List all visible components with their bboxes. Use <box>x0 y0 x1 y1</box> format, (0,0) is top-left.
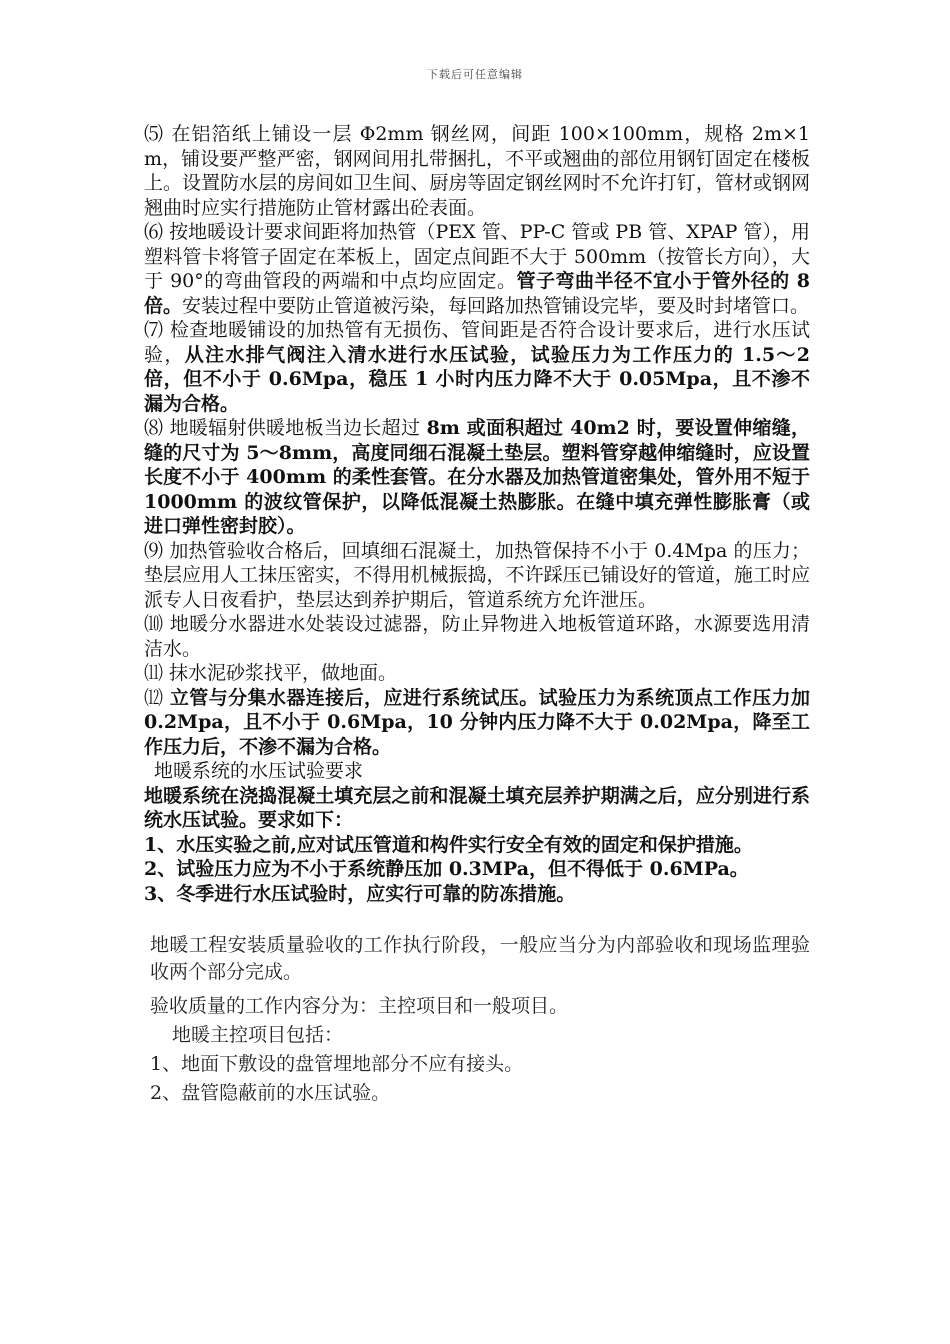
item-8-text: ⑻ 地暖辐射供暖地板当边长超过 <box>144 417 427 439</box>
acceptance-paragraph-2: 验收质量的工作内容分为：主控项目和一般项目。 <box>150 995 569 1017</box>
page-header: 下载后可任意编辑 <box>427 68 523 81</box>
section-spacer <box>144 906 810 932</box>
item-6 <box>144 220 810 318</box>
item-6-bold: 管子弯曲半径不宜小于管外径的 8 倍。 <box>144 270 810 317</box>
item-7-bold: 从注水排气阀注入清水进行水压试验，试验压力为工作压力的 1.5～2 倍，但不小于 0.6Mpa，稳压 1 小时内压力降不大于 0.05Mpa，且不渗不漏为合格。 <box>144 343 810 415</box>
acceptance-section <box>144 932 810 1108</box>
item-5: ⑸ 在铝箔纸上铺设一层 Φ2mm 钢丝网，间距 100×100mm，规格 2m×1m，铺设要严整严密，钢网间用扎带捆扎，不平或翘曲的部位用钢钉固定在楼板上。设置防水层的房间如卫生间、厨房等固定钢丝网时不允许打钉，管材或钢网翘曲时应实行措施防止管材露出砼表面。 <box>144 123 810 219</box>
item-11: ⑾ 抹水泥砂浆找平，做地面。 <box>144 662 398 684</box>
acceptance-paragraph-3: 地暖主控项目包括： <box>172 1024 344 1046</box>
pressure-test-req-2: 2、试验压力应为不小于系统静压加 0.3MPa，但不得低于 0.6MPa。 <box>144 858 749 880</box>
pressure-test-req-3: 3、冬季进行水压试验时，应实行可靠的防冻措施。 <box>144 882 576 905</box>
item-6-text-end: 安装过程中要防止管道被污染，每回路加热管铺设完毕，要及时封堵管口。 <box>182 294 810 317</box>
pressure-test-intro: 地暖系统在浇捣混凝土填充层之前和混凝土填充层养护期满之后，应分别进行系统水压试验。要求如下： <box>144 784 810 831</box>
item-12-marker: ⑿ <box>144 686 170 709</box>
document-body <box>144 122 810 1108</box>
item-8-bold: 8m 或面积超过 40m2 时，要设置伸缩缝，缝的尺寸为 5～8mm，高度同细石混凝土垫层。塑料管穿越伸缩缝时，应设置长度不小于 400mm 的柔性套管。在分水器及加热管道密集处，管外用不短于 1000mm 的波纹管保护，以降低混凝土热膨胀。在缝中填充弹性膨胀膏（或进口弹性密封胶）。 <box>144 417 810 537</box>
acceptance-item-1: 1、地面下敷设的盘管埋地部分不应有接头。 <box>150 1053 524 1075</box>
item-6-text: ⑹ 按地暖设计要求间距将加热管（PEX 管、PP-C 管或 PB 管、XPAP 管），用塑料管卡将管子固定在苯板上，固定点间距不大于 500mm（按管长方向），大于 90°的弯曲管段的两端和中点均应固定。 <box>144 221 810 292</box>
item-12 <box>144 686 810 760</box>
item-12-bold: 立管与分集水器连接后，应进行系统试压。试验压力为系统顶点工作压力加 0.2Mpa，且不小于 0.6Mpa，10 分钟内压力降不大于 0.02Mpa，降至工作压力后，不渗不漏为合格。 <box>144 686 810 758</box>
item-7 <box>144 318 810 416</box>
item-7-text: ⑺ 检查地暖铺设的加热管有无损伤、管间距是否符合设计要求后，进行水压试验， <box>144 319 810 366</box>
pressure-test-req-1: 1、水压实验之前,应对试压管道和构件实行安全有效的固定和保护措施。 <box>144 833 753 856</box>
acceptance-item-2: 2、盘管隐蔽前的水压试验。 <box>150 1082 391 1104</box>
item-9: ⑼ 加热管验收合格后，回填细石混凝土，加热管保持不小于 0.4Mpa 的压力；垫层应用人工抹压密实，不得用机械振捣，不许踩压已铺设好的管道，施工时应派专人日夜看护，垫层达到养护期后，管道系统方允许泄压。 <box>144 539 810 611</box>
pressure-test-heading: 地暖系统的水压试验要求 <box>154 760 364 782</box>
item-8 <box>144 416 810 539</box>
acceptance-paragraph-1: 地暖工程安装质量验收的工作执行阶段，一般应当分为内部验收和现场监理验收两个部分完成。 <box>150 934 810 983</box>
item-10: ⑽ 地暖分水器进水处装设过滤器，防止异物进入地板管道环路，水源要选用清洁水。 <box>144 613 810 660</box>
